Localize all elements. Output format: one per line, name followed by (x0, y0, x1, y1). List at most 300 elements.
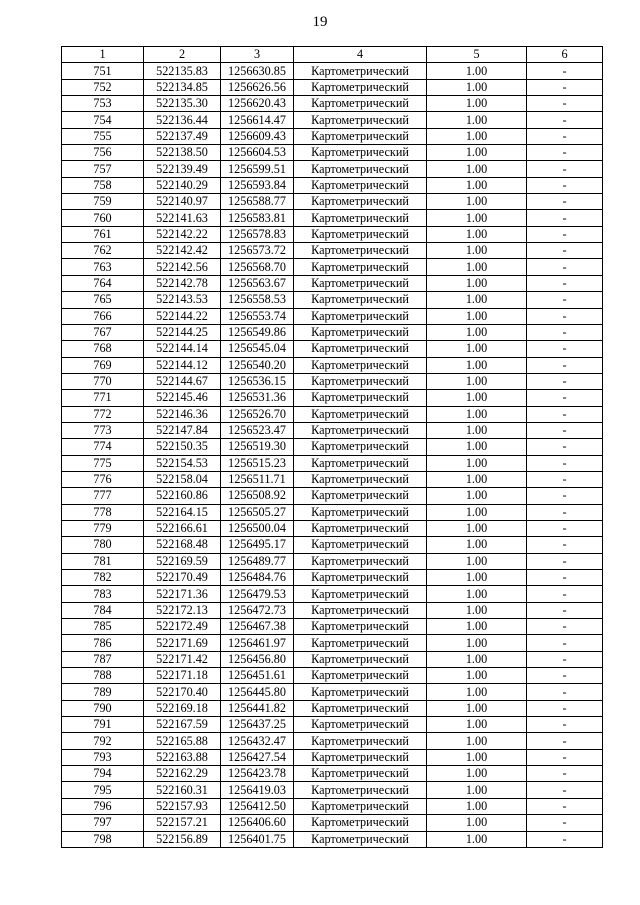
point-number-cell: 781 (62, 553, 144, 569)
note-cell: - (527, 749, 603, 765)
point-number-cell: 751 (62, 63, 144, 79)
y-coordinate-cell: 1256419.03 (221, 782, 294, 798)
y-coordinate-cell: 1256614.47 (221, 112, 294, 128)
note-cell: - (527, 504, 603, 520)
y-coordinate-cell: 1256456.80 (221, 651, 294, 667)
table-row (62, 815, 603, 831)
note-cell: - (527, 341, 603, 357)
x-coordinate-cell: 522168.48 (144, 537, 221, 553)
x-coordinate-cell: 522144.12 (144, 357, 221, 373)
point-number-cell: 796 (62, 798, 144, 814)
point-number-cell: 766 (62, 308, 144, 324)
note-cell: - (527, 635, 603, 651)
method-cell: Картометрический (294, 520, 427, 536)
point-number-cell: 760 (62, 210, 144, 226)
table-row (62, 210, 603, 226)
y-coordinate-cell: 1256558.53 (221, 292, 294, 308)
note-cell: - (527, 422, 603, 438)
method-cell: Картометрический (294, 177, 427, 193)
x-coordinate-cell: 522142.78 (144, 275, 221, 291)
x-coordinate-cell: 522144.67 (144, 373, 221, 389)
y-coordinate-cell: 1256406.60 (221, 815, 294, 831)
accuracy-cell: 1.00 (427, 488, 527, 504)
y-coordinate-cell: 1256461.97 (221, 635, 294, 651)
point-number-cell: 759 (62, 194, 144, 210)
table-row (62, 226, 603, 242)
x-coordinate-cell: 522140.29 (144, 177, 221, 193)
note-cell: - (527, 128, 603, 144)
note-cell: - (527, 194, 603, 210)
y-coordinate-cell: 1256489.77 (221, 553, 294, 569)
accuracy-cell: 1.00 (427, 63, 527, 79)
accuracy-cell: 1.00 (427, 684, 527, 700)
accuracy-cell: 1.00 (427, 602, 527, 618)
y-coordinate-cell: 1256599.51 (221, 161, 294, 177)
x-coordinate-cell: 522169.59 (144, 553, 221, 569)
accuracy-cell: 1.00 (427, 439, 527, 455)
note-cell: - (527, 79, 603, 95)
point-number-cell: 778 (62, 504, 144, 520)
x-coordinate-cell: 522142.56 (144, 259, 221, 275)
table-row (62, 341, 603, 357)
note-cell: - (527, 96, 603, 112)
note-cell: - (527, 537, 603, 553)
method-cell: Картометрический (294, 668, 427, 684)
point-number-cell: 767 (62, 324, 144, 340)
note-cell: - (527, 373, 603, 389)
x-coordinate-cell: 522169.18 (144, 700, 221, 716)
method-cell: Картометрический (294, 324, 427, 340)
accuracy-cell: 1.00 (427, 292, 527, 308)
y-coordinate-cell: 1256593.84 (221, 177, 294, 193)
note-cell: - (527, 471, 603, 487)
y-coordinate-cell: 1256500.04 (221, 520, 294, 536)
point-number-cell: 792 (62, 733, 144, 749)
accuracy-cell: 1.00 (427, 96, 527, 112)
table-body (62, 63, 603, 848)
accuracy-cell: 1.00 (427, 373, 527, 389)
accuracy-cell: 1.00 (427, 112, 527, 128)
y-coordinate-cell: 1256549.86 (221, 324, 294, 340)
accuracy-cell: 1.00 (427, 128, 527, 144)
x-coordinate-cell: 522143.53 (144, 292, 221, 308)
y-coordinate-cell: 1256423.78 (221, 766, 294, 782)
page-number: 19 (312, 14, 328, 30)
table-row (62, 766, 603, 782)
point-number-cell: 787 (62, 651, 144, 667)
accuracy-cell: 1.00 (427, 455, 527, 471)
x-coordinate-cell: 522170.49 (144, 570, 221, 586)
x-coordinate-cell: 522157.21 (144, 815, 221, 831)
note-cell: - (527, 390, 603, 406)
accuracy-cell: 1.00 (427, 815, 527, 831)
method-cell: Картометрический (294, 210, 427, 226)
point-number-cell: 769 (62, 357, 144, 373)
table-row (62, 619, 603, 635)
method-cell: Картометрический (294, 390, 427, 406)
x-coordinate-cell: 522156.89 (144, 831, 221, 847)
point-number-cell: 786 (62, 635, 144, 651)
accuracy-cell: 1.00 (427, 341, 527, 357)
table-row (62, 128, 603, 144)
point-number-cell: 772 (62, 406, 144, 422)
table-row (62, 357, 603, 373)
method-cell: Картометрический (294, 782, 427, 798)
point-number-cell: 765 (62, 292, 144, 308)
method-cell: Картометрический (294, 292, 427, 308)
x-coordinate-cell: 522135.30 (144, 96, 221, 112)
table-row (62, 422, 603, 438)
method-cell: Картометрический (294, 504, 427, 520)
table-row (62, 537, 603, 553)
point-number-cell: 784 (62, 602, 144, 618)
x-coordinate-cell: 522139.49 (144, 161, 221, 177)
note-cell: - (527, 275, 603, 291)
point-number-cell: 756 (62, 145, 144, 161)
note-cell: - (527, 602, 603, 618)
note-cell: - (527, 700, 603, 716)
accuracy-cell: 1.00 (427, 210, 527, 226)
accuracy-cell: 1.00 (427, 749, 527, 765)
x-coordinate-cell: 522144.22 (144, 308, 221, 324)
table-row (62, 194, 603, 210)
x-coordinate-cell: 522136.44 (144, 112, 221, 128)
accuracy-cell: 1.00 (427, 717, 527, 733)
table-row (62, 668, 603, 684)
accuracy-cell: 1.00 (427, 161, 527, 177)
accuracy-cell: 1.00 (427, 194, 527, 210)
y-coordinate-cell: 1256412.50 (221, 798, 294, 814)
point-number-cell: 793 (62, 749, 144, 765)
table-row (62, 292, 603, 308)
table-row (62, 63, 603, 79)
point-number-cell: 754 (62, 112, 144, 128)
point-number-cell: 789 (62, 684, 144, 700)
accuracy-cell: 1.00 (427, 357, 527, 373)
method-cell: Картометрический (294, 717, 427, 733)
note-cell: - (527, 798, 603, 814)
accuracy-cell: 1.00 (427, 275, 527, 291)
table-row (62, 684, 603, 700)
table-row (62, 602, 603, 618)
table-row (62, 145, 603, 161)
point-number-cell: 795 (62, 782, 144, 798)
x-coordinate-cell: 522154.53 (144, 455, 221, 471)
accuracy-cell: 1.00 (427, 651, 527, 667)
point-number-cell: 770 (62, 373, 144, 389)
note-cell: - (527, 553, 603, 569)
accuracy-cell: 1.00 (427, 471, 527, 487)
method-cell: Картометрический (294, 275, 427, 291)
column-header-2: 2 (144, 47, 221, 63)
x-coordinate-cell: 522144.14 (144, 341, 221, 357)
note-cell: - (527, 145, 603, 161)
y-coordinate-cell: 1256467.38 (221, 619, 294, 635)
method-cell: Картометрический (294, 422, 427, 438)
note-cell: - (527, 63, 603, 79)
x-coordinate-cell: 522142.22 (144, 226, 221, 242)
point-number-cell: 780 (62, 537, 144, 553)
accuracy-cell: 1.00 (427, 700, 527, 716)
method-cell: Картометрический (294, 488, 427, 504)
y-coordinate-cell: 1256445.80 (221, 684, 294, 700)
table-row (62, 733, 603, 749)
table-row (62, 275, 603, 291)
note-cell: - (527, 259, 603, 275)
note-cell: - (527, 782, 603, 798)
accuracy-cell: 1.00 (427, 79, 527, 95)
note-cell: - (527, 520, 603, 536)
note-cell: - (527, 406, 603, 422)
x-coordinate-cell: 522160.86 (144, 488, 221, 504)
x-coordinate-cell: 522142.42 (144, 243, 221, 259)
coordinates-table (61, 46, 603, 848)
accuracy-cell: 1.00 (427, 308, 527, 324)
accuracy-cell: 1.00 (427, 831, 527, 847)
method-cell: Картометрический (294, 749, 427, 765)
point-number-cell: 783 (62, 586, 144, 602)
point-number-cell: 776 (62, 471, 144, 487)
method-cell: Картометрический (294, 406, 427, 422)
x-coordinate-cell: 522157.93 (144, 798, 221, 814)
note-cell: - (527, 831, 603, 847)
method-cell: Картометрический (294, 341, 427, 357)
method-cell: Картометрический (294, 602, 427, 618)
method-cell: Картометрический (294, 373, 427, 389)
table-row (62, 259, 603, 275)
point-number-cell: 797 (62, 815, 144, 831)
x-coordinate-cell: 522165.88 (144, 733, 221, 749)
table-header-row (62, 47, 603, 63)
x-coordinate-cell: 522138.50 (144, 145, 221, 161)
y-coordinate-cell: 1256604.53 (221, 145, 294, 161)
x-coordinate-cell: 522150.35 (144, 439, 221, 455)
method-cell: Картометрический (294, 570, 427, 586)
x-coordinate-cell: 522171.36 (144, 586, 221, 602)
column-header-6: 6 (527, 47, 603, 63)
method-cell: Картометрический (294, 619, 427, 635)
x-coordinate-cell: 522171.42 (144, 651, 221, 667)
accuracy-cell: 1.00 (427, 504, 527, 520)
method-cell: Картометрический (294, 831, 427, 847)
point-number-cell: 752 (62, 79, 144, 95)
accuracy-cell: 1.00 (427, 177, 527, 193)
method-cell: Картометрический (294, 684, 427, 700)
point-number-cell: 768 (62, 341, 144, 357)
accuracy-cell: 1.00 (427, 422, 527, 438)
table-row (62, 471, 603, 487)
accuracy-cell: 1.00 (427, 570, 527, 586)
point-number-cell: 762 (62, 243, 144, 259)
accuracy-cell: 1.00 (427, 619, 527, 635)
y-coordinate-cell: 1256583.81 (221, 210, 294, 226)
column-header-4: 4 (294, 47, 427, 63)
table-row (62, 161, 603, 177)
y-coordinate-cell: 1256526.70 (221, 406, 294, 422)
y-coordinate-cell: 1256553.74 (221, 308, 294, 324)
table-row (62, 700, 603, 716)
y-coordinate-cell: 1256515.23 (221, 455, 294, 471)
y-coordinate-cell: 1256508.92 (221, 488, 294, 504)
x-coordinate-cell: 522167.59 (144, 717, 221, 733)
accuracy-cell: 1.00 (427, 553, 527, 569)
method-cell: Картометрический (294, 259, 427, 275)
x-coordinate-cell: 522166.61 (144, 520, 221, 536)
method-cell: Картометрический (294, 112, 427, 128)
y-coordinate-cell: 1256484.76 (221, 570, 294, 586)
table-row (62, 520, 603, 536)
method-cell: Картометрический (294, 537, 427, 553)
note-cell: - (527, 619, 603, 635)
method-cell: Картометрический (294, 439, 427, 455)
y-coordinate-cell: 1256523.47 (221, 422, 294, 438)
point-number-cell: 791 (62, 717, 144, 733)
method-cell: Картометрический (294, 96, 427, 112)
x-coordinate-cell: 522171.18 (144, 668, 221, 684)
accuracy-cell: 1.00 (427, 259, 527, 275)
y-coordinate-cell: 1256441.82 (221, 700, 294, 716)
accuracy-cell: 1.00 (427, 733, 527, 749)
y-coordinate-cell: 1256505.27 (221, 504, 294, 520)
table-row (62, 782, 603, 798)
point-number-cell: 782 (62, 570, 144, 586)
y-coordinate-cell: 1256511.71 (221, 471, 294, 487)
y-coordinate-cell: 1256573.72 (221, 243, 294, 259)
method-cell: Картометрический (294, 243, 427, 259)
y-coordinate-cell: 1256451.61 (221, 668, 294, 684)
y-coordinate-cell: 1256432.47 (221, 733, 294, 749)
accuracy-cell: 1.00 (427, 668, 527, 684)
note-cell: - (527, 733, 603, 749)
y-coordinate-cell: 1256630.85 (221, 63, 294, 79)
note-cell: - (527, 292, 603, 308)
table-row (62, 96, 603, 112)
note-cell: - (527, 226, 603, 242)
x-coordinate-cell: 522171.69 (144, 635, 221, 651)
method-cell: Картометрический (294, 733, 427, 749)
note-cell: - (527, 243, 603, 259)
point-number-cell: 755 (62, 128, 144, 144)
table-row (62, 488, 603, 504)
note-cell: - (527, 177, 603, 193)
y-coordinate-cell: 1256588.77 (221, 194, 294, 210)
note-cell: - (527, 112, 603, 128)
point-number-cell: 761 (62, 226, 144, 242)
y-coordinate-cell: 1256437.25 (221, 717, 294, 733)
x-coordinate-cell: 522160.31 (144, 782, 221, 798)
x-coordinate-cell: 522164.15 (144, 504, 221, 520)
table-row (62, 831, 603, 847)
note-cell: - (527, 668, 603, 684)
note-cell: - (527, 488, 603, 504)
table-row (62, 406, 603, 422)
y-coordinate-cell: 1256545.04 (221, 341, 294, 357)
y-coordinate-cell: 1256620.43 (221, 96, 294, 112)
point-number-cell: 777 (62, 488, 144, 504)
method-cell: Картометрический (294, 308, 427, 324)
accuracy-cell: 1.00 (427, 226, 527, 242)
accuracy-cell: 1.00 (427, 520, 527, 536)
y-coordinate-cell: 1256563.67 (221, 275, 294, 291)
note-cell: - (527, 308, 603, 324)
x-coordinate-cell: 522134.85 (144, 79, 221, 95)
point-number-cell: 753 (62, 96, 144, 112)
note-cell: - (527, 651, 603, 667)
table-row (62, 651, 603, 667)
point-number-cell: 775 (62, 455, 144, 471)
note-cell: - (527, 815, 603, 831)
table-row (62, 570, 603, 586)
method-cell: Картометрический (294, 226, 427, 242)
method-cell: Картометрический (294, 357, 427, 373)
accuracy-cell: 1.00 (427, 537, 527, 553)
x-coordinate-cell: 522135.83 (144, 63, 221, 79)
column-header-3: 3 (221, 47, 294, 63)
method-cell: Картометрический (294, 194, 427, 210)
note-cell: - (527, 570, 603, 586)
y-coordinate-cell: 1256568.70 (221, 259, 294, 275)
table-row (62, 79, 603, 95)
method-cell: Картометрический (294, 700, 427, 716)
y-coordinate-cell: 1256472.73 (221, 602, 294, 618)
point-number-cell: 757 (62, 161, 144, 177)
accuracy-cell: 1.00 (427, 243, 527, 259)
accuracy-cell: 1.00 (427, 782, 527, 798)
table-row (62, 798, 603, 814)
point-number-cell: 790 (62, 700, 144, 716)
x-coordinate-cell: 522140.97 (144, 194, 221, 210)
y-coordinate-cell: 1256540.20 (221, 357, 294, 373)
method-cell: Картометрический (294, 79, 427, 95)
x-coordinate-cell: 522144.25 (144, 324, 221, 340)
note-cell: - (527, 161, 603, 177)
table-row (62, 373, 603, 389)
point-number-cell: 779 (62, 520, 144, 536)
table-row (62, 324, 603, 340)
accuracy-cell: 1.00 (427, 635, 527, 651)
note-cell: - (527, 717, 603, 733)
table-row (62, 243, 603, 259)
y-coordinate-cell: 1256531.36 (221, 390, 294, 406)
method-cell: Картометрический (294, 798, 427, 814)
point-number-cell: 763 (62, 259, 144, 275)
accuracy-cell: 1.00 (427, 390, 527, 406)
table-row (62, 112, 603, 128)
column-header-1: 1 (62, 47, 144, 63)
y-coordinate-cell: 1256401.75 (221, 831, 294, 847)
method-cell: Картометрический (294, 455, 427, 471)
table-row (62, 749, 603, 765)
table-row (62, 308, 603, 324)
accuracy-cell: 1.00 (427, 324, 527, 340)
note-cell: - (527, 210, 603, 226)
x-coordinate-cell: 522162.29 (144, 766, 221, 782)
method-cell: Картометрический (294, 766, 427, 782)
x-coordinate-cell: 522146.36 (144, 406, 221, 422)
method-cell: Картометрический (294, 471, 427, 487)
note-cell: - (527, 439, 603, 455)
x-coordinate-cell: 522147.84 (144, 422, 221, 438)
x-coordinate-cell: 522141.63 (144, 210, 221, 226)
note-cell: - (527, 766, 603, 782)
y-coordinate-cell: 1256536.15 (221, 373, 294, 389)
x-coordinate-cell: 522163.88 (144, 749, 221, 765)
table-row (62, 177, 603, 193)
x-coordinate-cell: 522158.04 (144, 471, 221, 487)
accuracy-cell: 1.00 (427, 798, 527, 814)
point-number-cell: 758 (62, 177, 144, 193)
table-row (62, 439, 603, 455)
